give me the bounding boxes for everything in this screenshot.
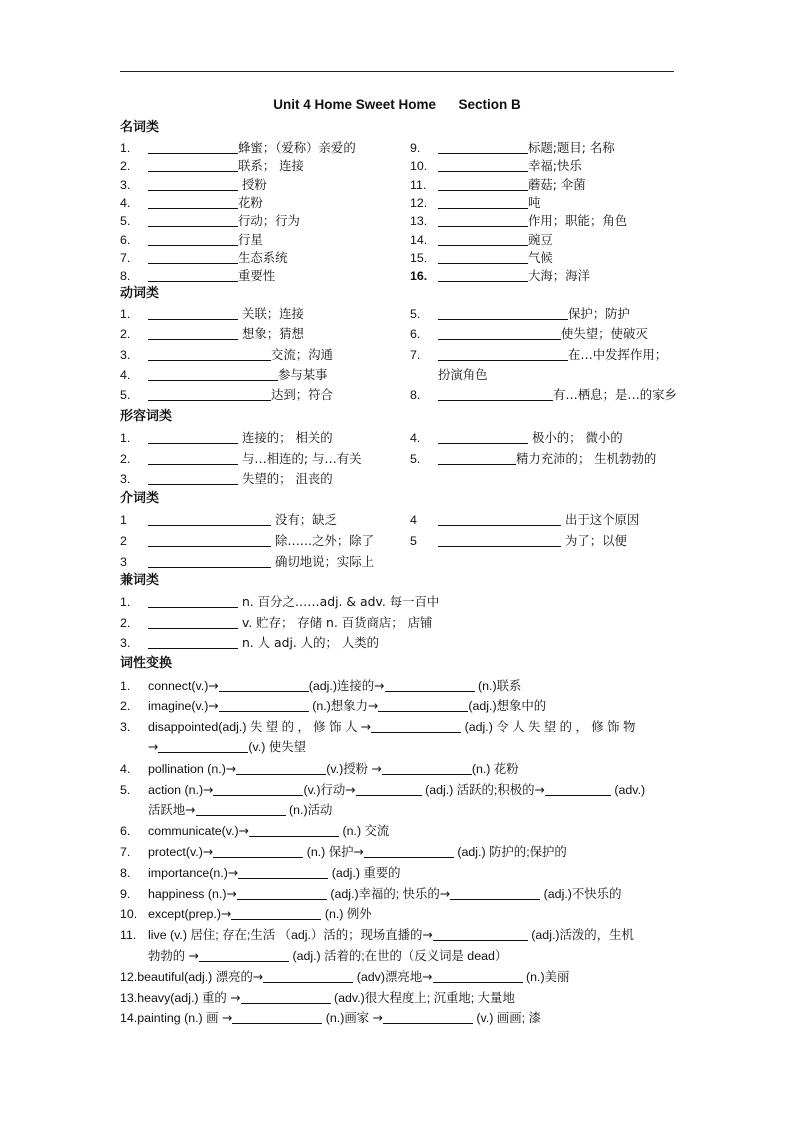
item-meaning: 吨	[528, 194, 541, 210]
transform-item-13: 13.heavy(adj.) 重的 → (adv.)很大程度上; 沉重地; 大量地	[120, 990, 515, 1005]
item-meaning: 作用；职能；角色	[528, 213, 628, 229]
answer-blank	[148, 367, 278, 381]
vocab-row-right	[410, 212, 627, 230]
vocab-row	[120, 450, 657, 468]
item-meaning: 扮演角色	[438, 366, 488, 382]
item-meaning: 联系； 连接	[238, 158, 304, 174]
vocab-row	[120, 267, 590, 285]
transform-item-10: 10. except(prep.)→ (n.) 例外	[120, 906, 372, 921]
answer-blank	[148, 471, 238, 485]
answer-blank	[148, 326, 238, 340]
answer-blank	[438, 512, 561, 526]
vocab-row-right	[410, 194, 540, 212]
item-number: 1	[120, 513, 127, 527]
answer-blank	[438, 232, 528, 246]
nouns-heading: 名词类	[120, 120, 160, 135]
item-meaning: 精力充沛的； 生机勃勃的	[516, 450, 657, 466]
item-number: 1.	[120, 141, 131, 155]
item-meaning: 想象；猜想	[238, 326, 304, 342]
item-number: 1.	[120, 307, 131, 321]
answer-blank	[438, 250, 528, 264]
answer-blank	[148, 594, 238, 608]
answer-blank	[438, 177, 528, 191]
vocab-row	[120, 553, 374, 571]
item-number: 10.	[410, 159, 428, 174]
vocab-row	[120, 157, 582, 175]
item-meaning: 关联；连接	[238, 306, 304, 321]
answer-blank	[148, 158, 238, 172]
vocab-row	[120, 470, 333, 488]
item-number: 12.	[410, 195, 428, 210]
vocab-row-right	[410, 429, 623, 447]
item-meaning: 出于这个原因	[561, 512, 640, 527]
vocab-row-right	[410, 305, 630, 323]
item-number: 9.	[410, 141, 421, 155]
item-meaning: 有…栖息；是…的家乡	[553, 387, 677, 403]
answer-blank	[148, 250, 238, 264]
vocab-row-right	[410, 157, 582, 175]
item-meaning: 参与某事	[278, 366, 328, 382]
item-number: 14.	[410, 232, 428, 247]
answer-blank	[148, 232, 238, 246]
item-meaning: 行星	[238, 231, 263, 247]
answer-blank	[438, 213, 528, 227]
item-number: 3	[120, 555, 127, 569]
answer-blank	[148, 140, 238, 154]
item-number: 5.	[120, 214, 131, 229]
vocab-row	[120, 634, 379, 652]
answer-blank	[148, 554, 271, 568]
answer-blank	[438, 140, 528, 154]
vocab-row	[120, 231, 553, 249]
item-meaning: 在…中发挥作用；	[568, 346, 668, 362]
item-meaning: 为了；以便	[561, 533, 627, 548]
item-number: 8.	[410, 388, 421, 403]
item-meaning: 交流；沟通	[271, 346, 333, 362]
item-meaning: 除……之外；除了	[271, 533, 375, 548]
item-number: 4.	[120, 195, 131, 210]
item-meaning: 失望的； 沮丧的	[238, 471, 333, 486]
item-meaning: 标题;题目; 名称	[528, 140, 615, 155]
item-number: 3.	[120, 636, 131, 650]
item-number: 1.	[120, 595, 131, 609]
answer-blank	[438, 195, 528, 209]
item-meaning: n. 人 adj. 人的； 人类的	[238, 635, 380, 650]
vocab-row	[120, 194, 541, 212]
vocab-row-right	[410, 532, 627, 550]
transform-item-6: 6. communicate(v.)→ (n.) 交流	[120, 823, 390, 838]
transform-item-7: 7. protect(v.)→ (n.) 保护→ (adj.) 防护的;保护的	[120, 844, 567, 859]
item-number: 4.	[410, 431, 421, 445]
item-number: 2.	[120, 327, 131, 342]
item-meaning: 幸福;快乐	[528, 158, 582, 174]
vocab-row	[120, 139, 615, 157]
item-number: 6.	[410, 327, 421, 342]
vocab-row-right	[410, 325, 648, 343]
answer-blank	[148, 430, 238, 444]
answer-blank	[438, 430, 528, 444]
item-meaning: n. 百分之……adj. & adv. 每一百中	[238, 594, 440, 609]
transform-item-11: 11. live (v.) 居住; 存在;生活 （adj.）活的；现场直播的→ (adj.)活泼的，生机	[120, 927, 634, 942]
vocab-row	[120, 429, 623, 447]
item-meaning: 蘑菇; 伞菌	[528, 176, 586, 192]
item-meaning: 重要性	[238, 268, 276, 284]
transform-item-3: 3. disappointed(adj.) 失 望 的 ， 修 饰 人 → (adj.) 令 人 失 望 的 ， 修 饰 物	[120, 719, 636, 734]
answer-blank	[148, 451, 238, 465]
item-meaning: 达到；符合	[271, 387, 333, 403]
item-meaning: 授粉	[238, 176, 267, 192]
transform-item-1: 1. connect(v.)→ (adj.)连接的→ (n.)联系	[120, 678, 522, 693]
item-number: 2	[120, 534, 127, 548]
vocab-row	[120, 325, 648, 343]
answer-blank	[438, 451, 516, 465]
answer-blank	[438, 306, 568, 320]
answer-blank	[438, 533, 561, 547]
item-meaning: 极小的； 微小的	[528, 430, 623, 445]
item-number: 4	[410, 513, 417, 527]
answer-blank	[438, 326, 561, 340]
answer-blank	[148, 635, 238, 649]
answer-blank	[148, 177, 238, 191]
item-number: 5.	[410, 451, 421, 466]
transform-item-4: 4. pollination (n.)→ (v.)授粉 → (n.) 花粉	[120, 761, 519, 776]
item-number: 3.	[120, 177, 131, 192]
item-number: 3.	[120, 347, 131, 362]
item-number: 3.	[120, 472, 131, 486]
item-number: 7.	[410, 347, 421, 362]
vocab-row-right	[410, 450, 656, 468]
vocab-row-right	[410, 249, 553, 267]
item-meaning: 保护；防护	[568, 306, 630, 321]
vocab-row-right	[410, 386, 677, 404]
answer-blank	[148, 615, 238, 629]
answer-blank	[148, 195, 238, 209]
transform-item-12: 12.beautiful(adj.) 漂亮的→ (adv)漂亮地→ (n.)美丽	[120, 969, 570, 984]
item-number: 5.	[410, 307, 421, 321]
vocab-row-right	[410, 267, 590, 285]
item-number: 11.	[410, 177, 427, 192]
item-meaning: 没有；缺乏	[271, 512, 337, 527]
transform-item-11-cont: 勃勃的 → (adj.) 活着的;在世的（反义词是 dead）	[148, 948, 508, 963]
prepositions-heading: 介词类	[120, 491, 160, 506]
item-number: 1.	[120, 431, 131, 445]
transform-item-2: 2. imagine(v.)→ (n.)想象力→ (adj.)想象中的	[120, 698, 547, 713]
vocab-row-right	[410, 139, 615, 157]
item-meaning: 大海；海洋	[528, 268, 590, 284]
vocab-row-right	[410, 511, 639, 529]
vocab-row	[120, 614, 432, 632]
answer-blank	[438, 387, 553, 401]
item-meaning: 确切地说；实际上	[271, 554, 375, 569]
vocab-row	[120, 511, 640, 529]
page-title: Unit 4 Home Sweet Home Section B	[273, 97, 521, 112]
vocab-row	[120, 386, 677, 404]
item-number: 6.	[120, 232, 131, 247]
top-rule	[120, 71, 674, 72]
vocab-row-right	[410, 366, 488, 383]
item-meaning: 花粉	[238, 194, 263, 210]
transform-item-9: 9. happiness (n.)→ (adj.)幸福的; 快乐的→ (adj.)不快乐的	[120, 886, 622, 901]
multi-heading: 兼词类	[120, 573, 160, 588]
item-meaning: 生态系统	[238, 249, 288, 265]
item-number: 15.	[410, 250, 428, 265]
vocab-row-right	[410, 231, 553, 249]
item-number: 7.	[120, 250, 131, 265]
vocab-row	[120, 593, 439, 611]
item-meaning: 蜂蜜；（爱称）亲爱的	[238, 140, 356, 155]
vocab-row	[120, 346, 668, 364]
vocab-row	[120, 249, 553, 267]
item-meaning: 行动；行为	[238, 213, 300, 229]
answer-blank	[438, 347, 568, 361]
answer-blank	[148, 213, 238, 227]
answer-blank	[438, 158, 528, 172]
item-number: 16.	[410, 269, 428, 284]
item-number: 5.	[120, 388, 131, 403]
answer-blank	[148, 533, 271, 547]
adjectives-heading: 形容词类	[120, 409, 173, 424]
answer-blank	[148, 347, 271, 361]
item-meaning: 与…相连的; 与…有关	[238, 450, 362, 466]
transform-item-14: 14.painting (n.) 画 → (n.)画家 → (v.) 画画; 漆	[120, 1010, 541, 1025]
item-number: 2.	[120, 451, 131, 466]
vocab-row-right	[410, 176, 586, 194]
vocab-row-right	[410, 346, 667, 364]
item-meaning: 气候	[528, 249, 553, 265]
item-number: 13.	[410, 214, 428, 229]
item-meaning: v. 贮存； 存储 n. 百货商店； 店铺	[238, 614, 433, 630]
verbs-heading: 动词类	[120, 286, 160, 301]
answer-blank	[148, 387, 271, 401]
item-number: 2.	[120, 159, 131, 174]
item-meaning: 连接的； 相关的	[238, 430, 333, 445]
item-number: 2.	[120, 615, 131, 630]
item-number: 5	[410, 534, 417, 548]
answer-blank	[438, 268, 528, 282]
transform-item-5: 5. action (n.)→ (v.)行动→ (adj.) 活跃的;积极的→ (adv.)	[120, 782, 646, 797]
vocab-row	[120, 212, 628, 230]
item-number: 4.	[120, 367, 131, 382]
vocab-row	[120, 532, 627, 550]
transform-item-5-cont: 活跃地→ (n.)活动	[148, 802, 333, 817]
vocab-row	[120, 305, 630, 323]
answer-blank	[148, 512, 271, 526]
vocab-row	[120, 366, 488, 384]
item-number: 8.	[120, 269, 131, 284]
answer-blank	[148, 306, 238, 320]
vocab-row	[120, 176, 586, 194]
item-meaning: 使失望；使破灭	[561, 326, 648, 342]
transform-heading: 词性变换	[120, 656, 173, 671]
transform-item-3-cont: → (v.) 使失望	[148, 739, 306, 754]
answer-blank	[148, 268, 238, 282]
item-meaning: 豌豆	[528, 231, 553, 247]
transform-item-8: 8. importance(n.)→ (adj.) 重要的	[120, 865, 401, 880]
